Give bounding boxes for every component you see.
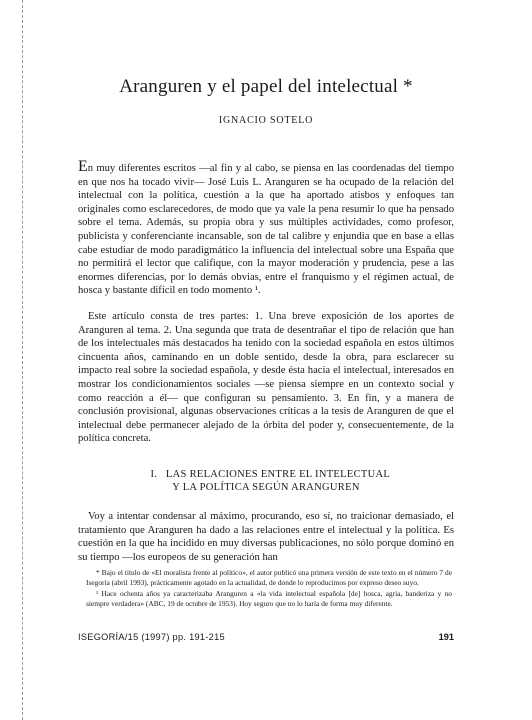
article-author: IGNACIO SOTELO (218, 115, 314, 126)
article-title: Aranguren y el papel del intelectual * (119, 76, 413, 97)
paragraph-intro-text: n muy diferentes escritos —al fin y al cabo, se piensa en las coordenadas del tiempo en que nos ha tocado vivir— José Luis L. Aranguren se ha ocupado de la relación del intelectual con la política, cuestión a la que ha aportado atisbos y enfoques tan originales como esclarecedores, de modo que ya vale la pena resumir lo que ha pensado sobre el tema. Además, su propia obra y sus múltiples actividades, como profesor, publicista y conferenciante incansable, son de tal calibre y enjundia que en base a ellas cabe estudiar de modo paradigmático la influencia del intelectual sobre una España que no permitirá el lector que califique, con la mayor moderación y prudencia, pese a las enormes diferencias, por lo demás obvias, entre el franquismo y el régimen actual, de hosca y bastante difícil en todo momento ¹. (78, 163, 454, 297)
paragraph-section-start: Voy a intentar condensar al máximo, procurando, eso sí, no traicionar demasiado, el tratamiento que Aranguren ha dado a las relaciones entre el intelectual y la política. Es cuestión en la que ha incidido en muy diversas publicaciones, no sólo porque dominó en su tiempo —los europeos de su generación han (78, 511, 454, 563)
section-title-part-1: LAS RELACIONES ENTRE EL INTELECTUAL (165, 469, 391, 480)
footnotes (86, 568, 452, 610)
footnote-1: ¹ Hace ochenta años ya caracterizaba Aranguren a «la vida intelectual española [de] hosca, agria, banderiza y no siempre verdadera» (ABC, 19 de octubre de 1953). Hoy seguro que no lo haría de forma muy diferente. (86, 589, 452, 608)
left-margin-rule (22, 0, 23, 720)
section-number: I. (150, 469, 158, 480)
journal-citation: ISEGORÍA/15 (1997) pp. 191-215 (78, 632, 225, 642)
footnote-star: * Bajo el título de «El moralista frente al político», el autor publicó una primera versión de este texto en el número 7 de Isegoría (abril 1993), prácticamente agotado en la actualidad, de donde lo reproducimos por expreso deseo suyo. (86, 568, 452, 587)
page-number: 191 (438, 632, 454, 642)
section-heading-line-1 (78, 469, 454, 482)
section-title-part-2: Y LA POLÍTICA SEGÚN ARANGUREN (172, 481, 360, 493)
paragraph-outline: Este artículo consta de tres partes: 1. Una breve exposición de los aportes de Aranguren al tema. 2. Una segunda que trata de desentrañar el tipo de relación que han de los intelectuales más destacados ha tenido con la sociedad española en estos últimos cincuenta años, caminando en un doble sentido, desde la obra, para esclarecer su impacto real sobre la sociedad española, y desde ésta hacia el intelectual, interesados en mostrar los condicionamientos sociales —se piensa siempre en un contexto social y como reacción a él— que configuran su pensamiento. 3. En fin, y a manera de conclusión provisional, algunas observaciones críticas a la tesis de Aranguren de que el intelectual debe permanecer alejado de la órbita del poder y, consecuentemente, de la política concreta. (78, 311, 454, 445)
paragraph-intro (78, 158, 454, 298)
section-heading (78, 469, 454, 494)
drop-cap: E (78, 158, 88, 175)
